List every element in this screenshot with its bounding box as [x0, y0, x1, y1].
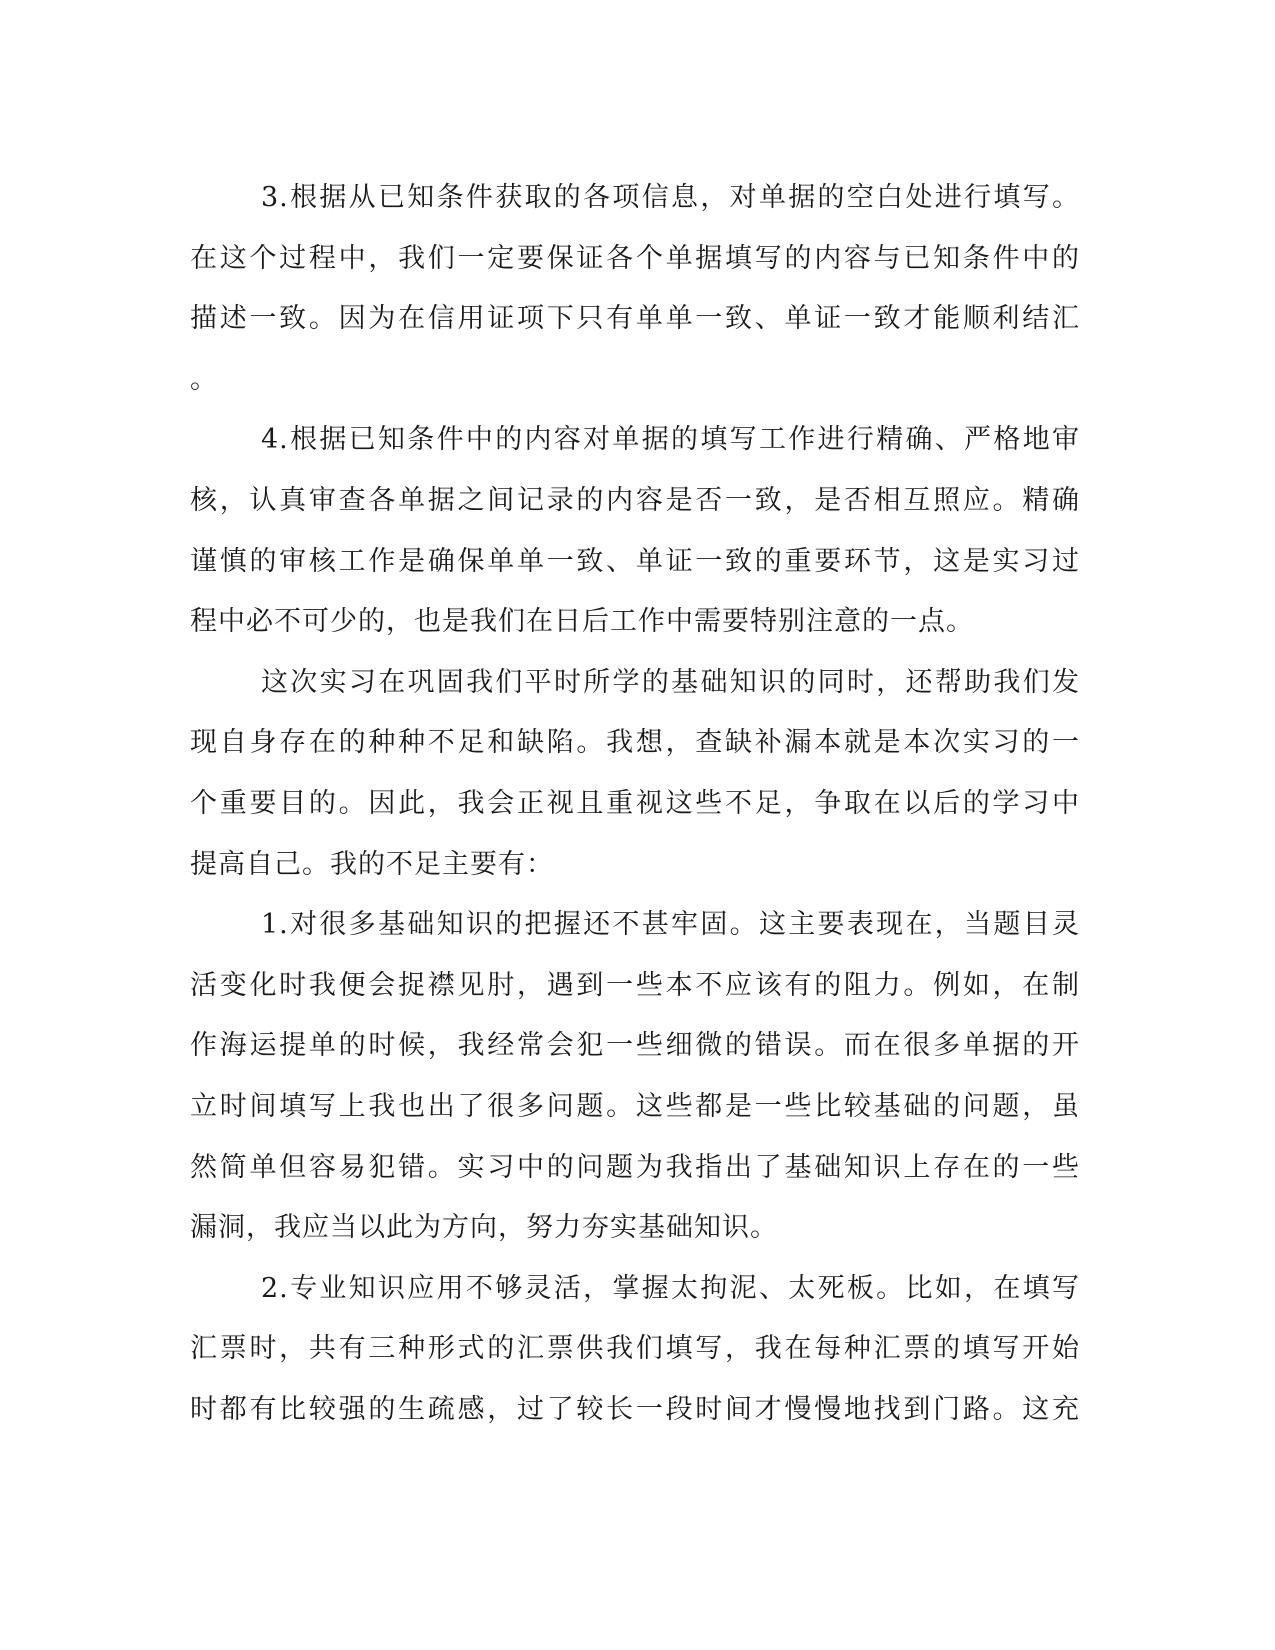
- text-line: 现自身存在的种种不足和缺陷。我想，查缺补漏本就是本次实习的一: [190, 727, 1080, 759]
- text-line: 作海运提单的时候，我经常会犯一些细微的错误。而在很多单据的开: [190, 1030, 1080, 1062]
- text-line: 核，认真审查各单据之间记录的内容是否一致，是否相互照应。精确: [190, 484, 1080, 516]
- text-line: 这次实习在巩固我们平时所学的基础知识的同时，还帮助我们发: [261, 666, 1080, 698]
- text-line: 漏洞，我应当以此为方向，努力夯实基础知识。: [190, 1212, 778, 1244]
- text-line: 在这个过程中，我们一定要保证各个单据填写的内容与已知条件中的: [190, 242, 1080, 274]
- text-line: 立时间填写上我也出了很多问题。这些都是一些比较基础的问题，虽: [190, 1090, 1080, 1122]
- body-text: [190, 168, 1080, 1440]
- text-line: 个重要目的。因此，我会正视且重视这些不足，争取在以后的学习中: [190, 787, 1080, 819]
- text-line: 1.对很多基础知识的把握还不甚牢固。这主要表现在，当题目灵: [261, 909, 1080, 941]
- text-line: 提高自己。我的不足主要有：: [190, 848, 554, 880]
- text-line: 然简单但容易犯错。实习中的问题为我指出了基础知识上存在的一些: [190, 1151, 1080, 1183]
- text-line: 谨慎的审核工作是确保单单一致、单证一致的重要环节，这是实习过: [190, 545, 1080, 577]
- text-line: 汇票时，共有三种形式的汇票供我们填写，我在每种汇票的填写开始: [190, 1333, 1080, 1365]
- text-line: 时都有比较强的生疏感，过了较长一段时间才慢慢地找到门路。这充: [190, 1393, 1080, 1425]
- text-line: 描述一致。因为在信用证项下只有单单一致、单证一致才能顺利结汇: [190, 303, 1080, 335]
- text-line: 4.根据已知条件中的内容对单据的填写工作进行精确、严格地审: [261, 424, 1080, 456]
- text-line: 2.专业知识应用不够灵活，掌握太拘泥、太死板。比如，在填写: [261, 1272, 1080, 1304]
- text-line: 活变化时我便会捉襟见肘，遇到一些本不应该有的阻力。例如，在制: [190, 969, 1080, 1001]
- text-line: 。: [190, 363, 218, 395]
- text-line: 程中必不可少的，也是我们在日后工作中需要特别注意的一点。: [190, 606, 974, 638]
- text-line: 3.根据从已知条件获取的各项信息，对单据的空白处进行填写。: [261, 182, 1080, 213]
